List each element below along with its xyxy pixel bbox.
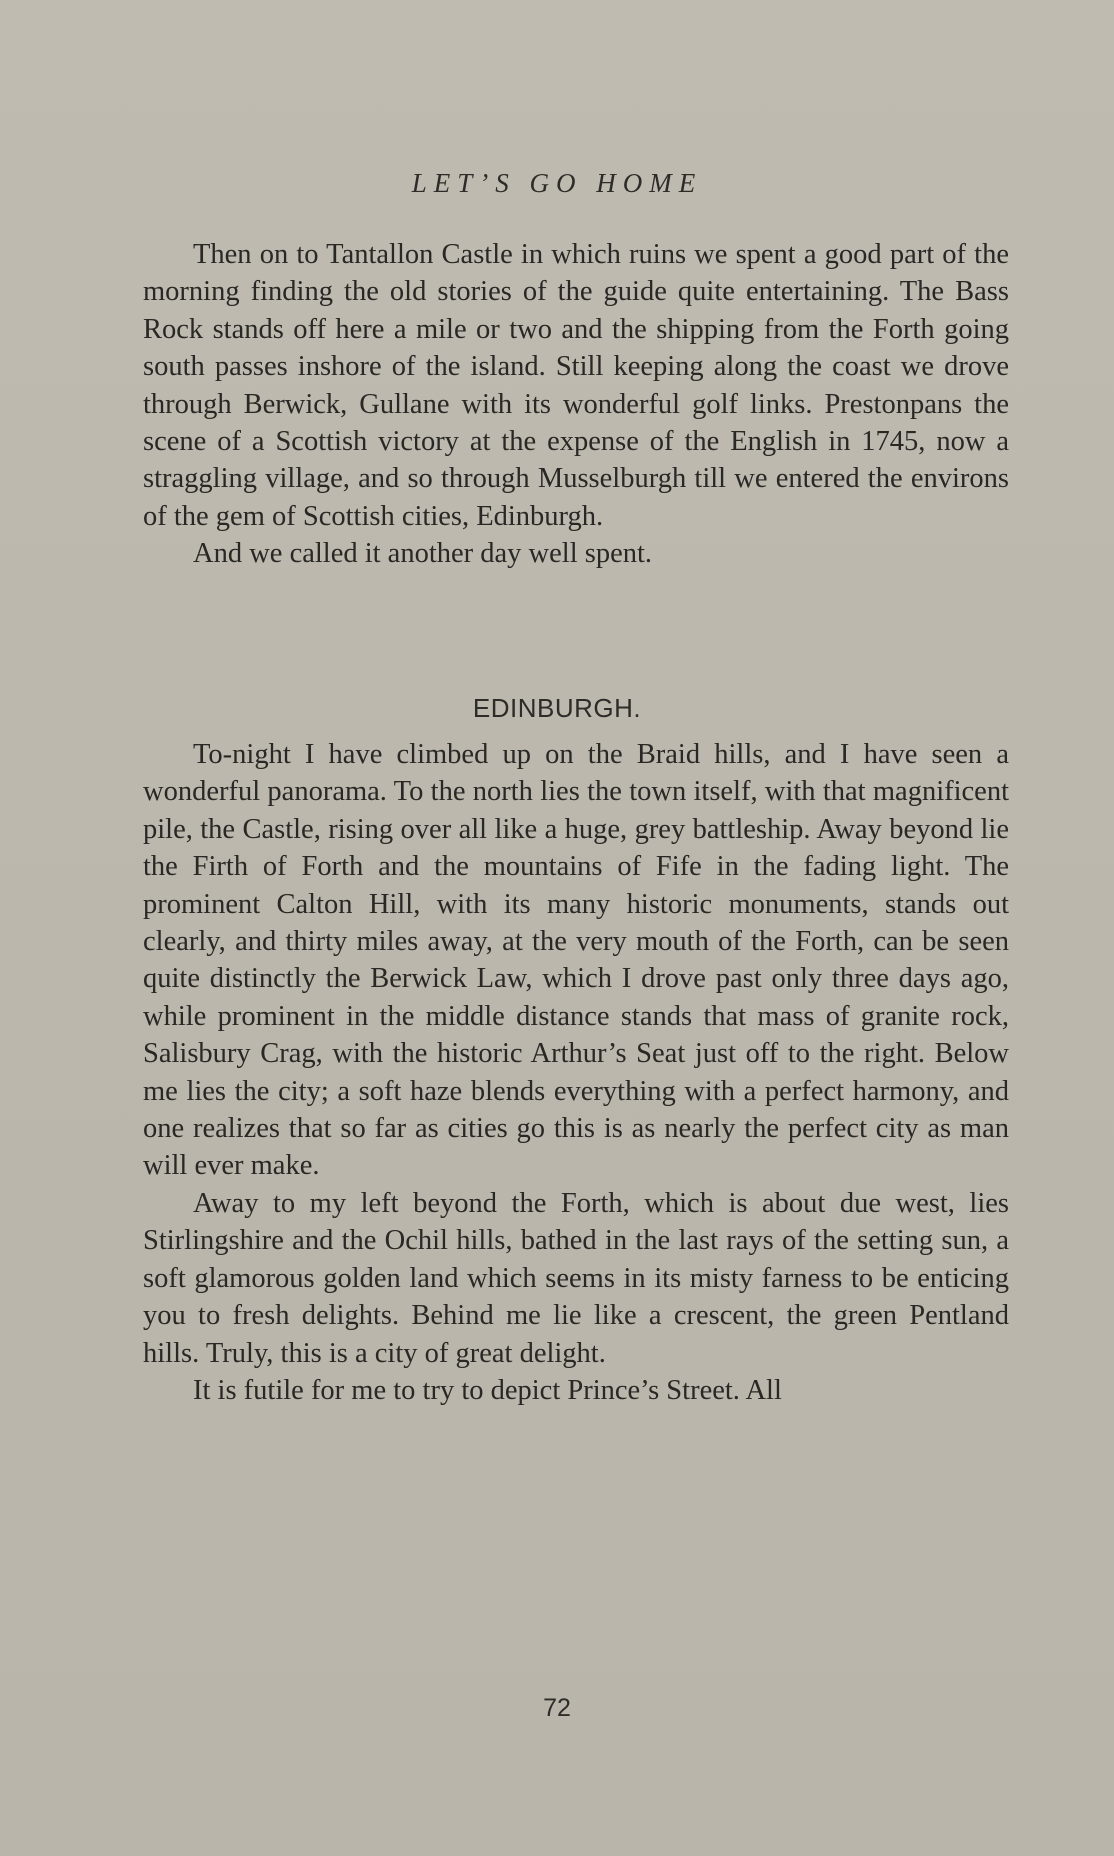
page-number: 72	[543, 1694, 571, 1722]
text-block-after-heading	[143, 736, 1009, 1409]
paragraph-braid-hills: To-night I have climbed up on the Braid hills, and I have seen a wonderful panorama. To the north lies the town itself, with that magnificent pile, the Castle, rising over all like a huge, grey battleship. Away beyond lie the Firth of Forth and the mountains of Fife in the fading light. The prominent Calton Hill, with its many historic monuments, stands out clearly, and thirty miles away, at the very mouth of the Forth, can be seen quite distinctly the Berwick Law, which I drove past only three days ago, while prominent in the middle distance stands that mass of granite rock, Salisbury Crag, with the historic Arthur’s Seat just off to the right. Below me lies the city; a soft haze blends everything with a perfect harmony, and one realizes that so far as cities go this is as nearly the perfect city as man will ever make.	[143, 739, 1009, 1182]
text-block-before-heading	[143, 236, 1009, 573]
paragraph-princes-street: It is futile for me to try to depict Prince’s Street. All	[193, 1374, 782, 1406]
paragraph-stirlingshire: Away to my left beyond the Forth, which is about due west, lies Stirlingshire and the Ochil hills, bathed in the last rays of the setting sun, a soft glamorous golden land which seems in its misty farness to be enticing you to fresh delights. Behind me lie like a crescent, the green Pentland hills. Truly, this is a city of great delight.	[143, 1187, 1009, 1369]
paragraph-day-well-spent: And we called it another day well spent.	[193, 538, 653, 570]
paragraph-tantallon: Then on to Tantallon Castle in which ruins we spent a good part of the morning finding the old stories of the guide quite entertaining. The Bass Rock stands off here a mile or two and the shipping from the Forth going south passes inshore of the island. Still keeping along the coast we drove through Berwick, Gullane with its wonderful golf links. Prestonpans the scene of a Scottish victory at the expense of the English in 1745, now a straggling village, and so through Musselburgh till we entered the environs of the gem of Scottish cities, Edinburgh.	[143, 239, 1009, 532]
section-heading: EDINBURGH.	[472, 693, 642, 723]
running-head: LET’S GO HOME	[411, 168, 703, 198]
